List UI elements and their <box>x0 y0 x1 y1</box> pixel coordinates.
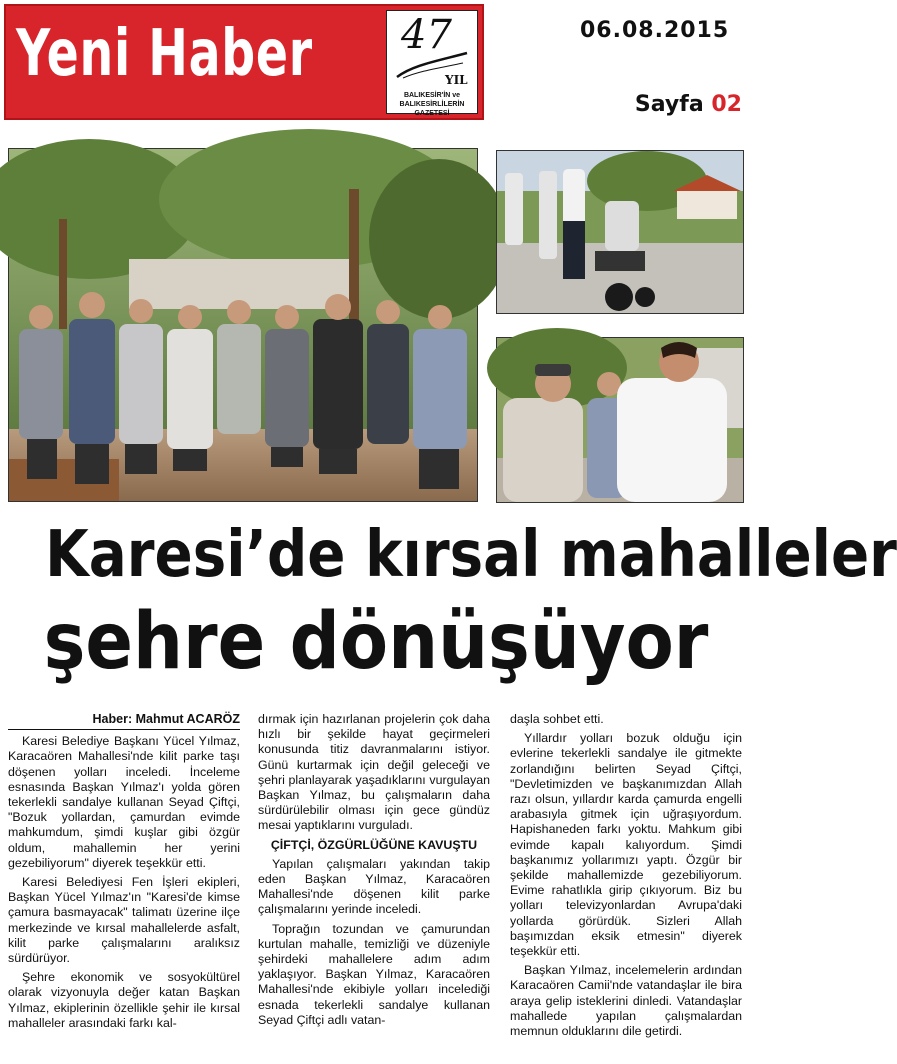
photo-man-in-wheelchair-icon <box>497 151 743 313</box>
paragraph: Toprağın tozundan ve çamurundan kurtulan mahalle, temizliği ve düzeniyle şehirdeki mahallelere adım adım yaklaşıyor. Başkan Yılmaz, Karacaören Mahallesi'nde ekibiyle yolları incelediği esnada tekerlekli sandalye kullanan Seyad Çiftçi adlı vatan- <box>258 921 490 1027</box>
paragraph: Yapılan çalışmaları yakından takip eden Başkan Yılmaz, Karacaören Mahallesi'nde döşenen kilit parke çalışmalarını yerinde inceledi. <box>258 856 490 917</box>
newspaper-logo: Yeni Haber <box>16 17 313 91</box>
photo-group-of-elderly-men-icon <box>9 149 477 501</box>
paragraph: Karesi Belediye Başkanı Yücel Yılmaz, Karacaören Mahallesi'nde kilit parke taşı döşenen yolları inceledi. İnceleme esnasında Başkan Yılmaz'ı yolda gören tekerlekli sandalye kullanan Seyad Çiftçi, "Bozuk yollardan, çamurdan evimde mahkumdum, şimdi kuşlar gibi özgür oldum, mahallemin her yerini gezebiliyorum" diyerek teşekkür etti. <box>8 734 240 870</box>
paragraph: daşla sohbet etti. <box>510 712 604 726</box>
anniversary-number: 47 <box>401 12 452 58</box>
wheelchair-photo <box>496 150 744 314</box>
paragraph: dırmak için hazırlanan projelerin çok daha hızlı bir şekilde hayat geçirmeleri konusunda titiz davranmalarını istiyor. Günü kurtarmak için değil geleceği ve şehri planlayarak yaşadıklarını vurgulayan Başkan Yılmaz, bu çalışmaların daha sürdürülebilir olması için gece gündüz mesai yaptıklarını vurguladı. <box>258 712 490 833</box>
anniversary-unit: YIL <box>445 73 468 87</box>
handshake-photo <box>496 337 744 503</box>
page-label: Sayfa <box>634 92 704 117</box>
photo-handshake-icon <box>497 338 743 502</box>
article-subheading: ÇİFTÇİ, ÖZGÜRLÜĞÜNE KAVUŞTU <box>270 837 478 852</box>
headline-line-2: şehre dönüşüyor <box>43 597 709 687</box>
group-photo <box>8 148 478 502</box>
paragraph: Şehre ekonomik ve sosyokültürel olarak vizyonuyla değer katan Başkan Yılmaz, ekiplerinin özellikle şehir ile kırsal mahalleler arasındaki farkı kal- <box>8 970 240 1030</box>
byline: Haber: Mahmut ACARÖZ <box>8 712 240 730</box>
article-column-1 <box>8 712 240 1035</box>
masthead <box>4 4 484 120</box>
page-number: 02 <box>711 92 742 117</box>
page-indicator <box>635 92 742 117</box>
issue-date: 06.08.2015 <box>580 18 730 43</box>
anniversary-badge <box>386 10 478 117</box>
article-column-2 <box>258 712 490 1032</box>
paragraph: Yıllardır yolları bozuk olduğu için evlerine tekerlekli sandalye ile gitmekte zorlandığını belirten Seyad Çiftçi, "Devletimizden ve başkanımızdan Allah razı olsun, yıllardır karda çamurda engelli arabasıyla gitmek için uğraşıyordum. Hapishaneden farkı yoktu. Mahkum gibi evimde kapalı kalıyordum. Şimdi başkanımız yollarımızı yaptı. Özgür bir şekilde mahallemizde gezebiliyorum. Evime rahatlıkla girip çıkıyorum. Biz bu yolları televizyonlardan Avrupa'daki yollarda görürdük. Sizleri Allah başımızdan eksik etmesin" diyerek teşekkür etti. <box>510 731 742 959</box>
tagline: BALIKESİR'İN ve BALIKESİRLİLERİN GAZETESİ <box>399 92 465 117</box>
paragraph: Karesi Belediyesi Fen İşleri ekipleri, Başkan Yücel Yılmaz'ın "Karesi'de kimse çamura basmayacak" talimatı üzerine ilçe merkezinde ve kırsal mahallelerde asfalt, kilit parke çalışmalarını aralıksız sürdürüyor. <box>8 875 240 966</box>
headline-line-1: Karesi’de kırsal mahalleler <box>45 518 897 592</box>
article-column-3 <box>510 712 742 1043</box>
paragraph: Başkan Yılmaz, incelemelerin ardından Karacaören Camii'nde vatandaşlar ile bira araya gelip isteklerini dinledi. Vatandaşlar mahallede yapılan çalışmalardan memnun olduklarını dile getirdi. <box>510 963 742 1039</box>
